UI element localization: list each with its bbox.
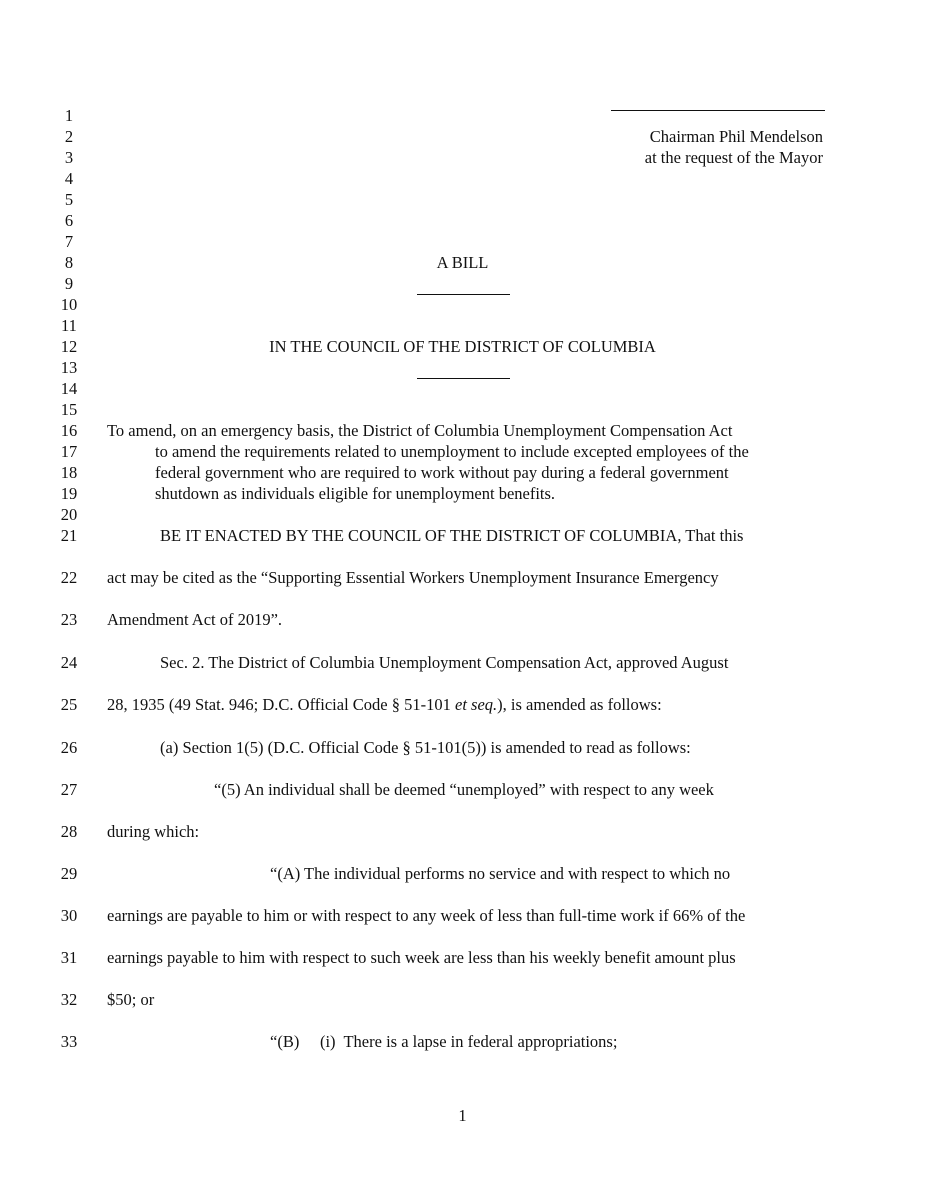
body-line: Amendment Act of 2019”. — [107, 610, 283, 629]
body-line: act may be cited as the “Supporting Essential Workers Unemployment Insurance Emergency — [107, 568, 719, 587]
body-text-italic: et seq. — [455, 695, 498, 714]
line-number: 5 — [64, 190, 74, 209]
bill-number-line — [417, 294, 510, 295]
line-number: 8 — [64, 253, 74, 272]
line-number: 28 — [60, 822, 78, 841]
body-line: “(A) The individual performs no service and with respect to which no — [270, 864, 731, 883]
body-line: “(5) An individual shall be deemed “unemployed” with respect to any week — [214, 780, 714, 799]
line-number: 19 — [60, 484, 78, 503]
body-line: earnings are payable to him or with respect to any week of less than full-time work if 66% of the — [107, 906, 746, 925]
line-number: 31 — [60, 948, 78, 967]
line-number: 20 — [60, 505, 78, 524]
line-number: 25 — [60, 695, 78, 714]
body-line: earnings payable to him with respect to such week are less than his weekly benefit amount plus — [107, 948, 736, 967]
line-number: 1 — [64, 106, 74, 125]
body-text: ), is amended as follows: — [497, 695, 662, 714]
line-number: 30 — [60, 906, 78, 925]
line-number: 11 — [61, 316, 77, 335]
bill-title-line: To amend, on an emergency basis, the District of Columbia Unemployment Compensation Act — [107, 421, 733, 440]
line-number: 18 — [60, 463, 78, 482]
line-number: 6 — [64, 211, 74, 230]
line-number: 16 — [60, 421, 78, 440]
bill-title-line: shutdown as individuals eligible for unemployment benefits. — [155, 484, 556, 503]
body-text: 28, 1935 (49 Stat. 946; D.C. Official Code § 51-101 — [107, 695, 455, 714]
page-number: 1 — [458, 1106, 467, 1125]
line-number: 10 — [60, 295, 78, 314]
line-number: 15 — [60, 400, 78, 419]
body-line: BE IT ENACTED BY THE COUNCIL OF THE DISTRICT OF COLUMBIA, That this — [160, 526, 744, 545]
body-line: $50; or — [107, 990, 155, 1009]
line-number: 24 — [60, 653, 78, 672]
date-line — [417, 378, 510, 379]
line-number: 29 — [60, 864, 78, 883]
body-line: “(B) (i) There is a lapse in federal appropriations; — [270, 1032, 618, 1051]
line-number: 32 — [60, 990, 78, 1009]
line-number: 27 — [60, 780, 78, 799]
sponsor-name: Chairman Phil Mendelson — [649, 127, 823, 146]
line-number: 23 — [60, 610, 78, 629]
bill-title-line: to amend the requirements related to unemployment to include excepted employees of the — [155, 442, 749, 461]
body-line: Sec. 2. The District of Columbia Unemployment Compensation Act, approved August — [160, 653, 729, 672]
line-number: 3 — [64, 148, 74, 167]
bill-title-line: federal government who are required to work without pay during a federal government — [155, 463, 729, 482]
line-number: 21 — [60, 526, 78, 545]
body-line: (a) Section 1(5) (D.C. Official Code § 51-101(5)) is amended to read as follows: — [160, 738, 691, 757]
line-number: 13 — [60, 358, 78, 377]
line-number: 12 — [60, 337, 78, 356]
line-number: 26 — [60, 738, 78, 757]
signature-line — [611, 110, 825, 111]
line-number: 2 — [64, 127, 74, 146]
line-number: 33 — [60, 1032, 78, 1051]
line-number: 17 — [60, 442, 78, 461]
line-number: 22 — [60, 568, 78, 587]
line-number: 4 — [64, 169, 74, 188]
body-line: during which: — [107, 822, 200, 841]
body-line — [107, 695, 662, 715]
line-number: 9 — [64, 274, 74, 293]
council-heading: IN THE COUNCIL OF THE DISTRICT OF COLUMBIA — [269, 337, 656, 356]
bill-heading: A BILL — [436, 253, 489, 272]
line-number: 7 — [64, 232, 74, 251]
sponsor-request: at the request of the Mayor — [644, 148, 823, 167]
line-number: 14 — [60, 379, 78, 398]
